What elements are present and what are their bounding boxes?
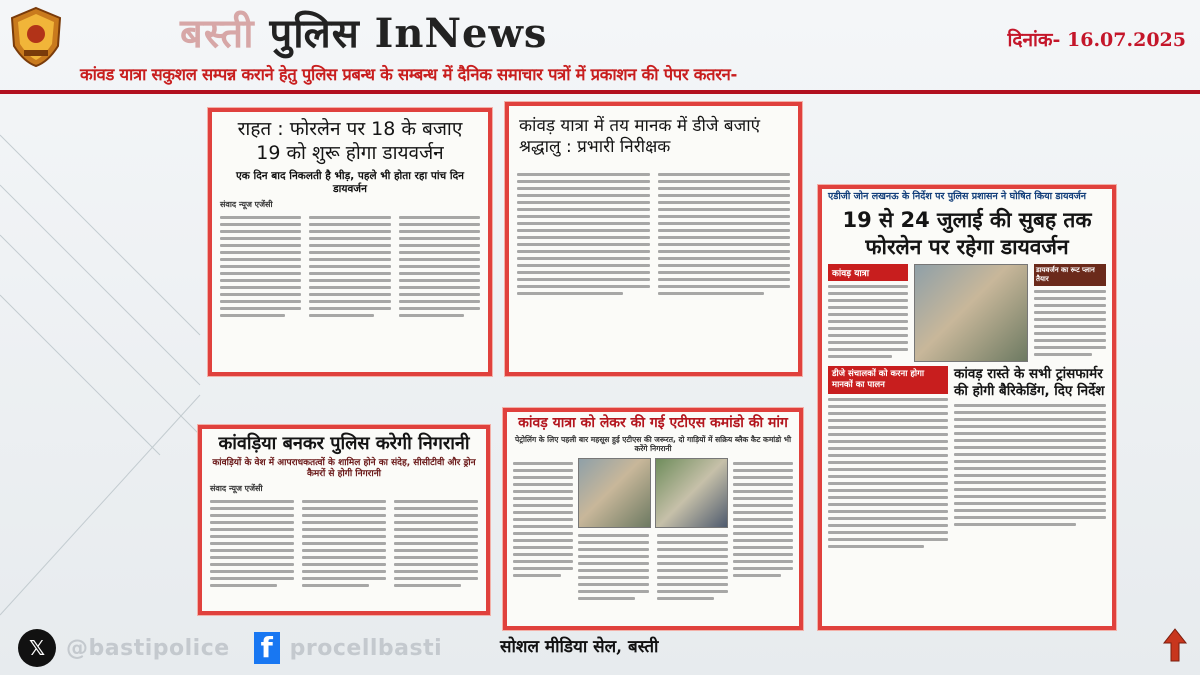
page-subtitle: कांवड यात्रा सकुशल सम्पन्न कराने हेतु पुलिस प्रबन्ध के सम्बन्ध में दैनिक समाचार पत्रों में प्रकाशन की पेपर कतरन-	[80, 65, 738, 84]
title-brand: पुलिस InNews	[269, 10, 548, 57]
clip-subheadline: पेट्रोलिंग के लिए पहली बार महसूस हुई एटीएस की जरूरत, दो गाड़ियों में सक्रिय ब्लैक कैट कमांडो भी करेंगे निगरानी	[514, 434, 792, 454]
news-clipping-dj-norms	[505, 102, 802, 376]
news-clipping-diversion-19	[208, 108, 492, 376]
news-clipping-ats-commando	[503, 408, 803, 630]
clip-headline: कांवड़िया बनकर पुलिस करेगी निगरानी	[218, 433, 470, 454]
clip-side-tag: डायवर्जन का रूट प्लान तैयार	[1034, 264, 1106, 286]
header	[0, 0, 1200, 95]
facebook-handle[interactable]: procellbasti	[289, 635, 443, 661]
clip-body	[212, 210, 488, 323]
clip-tag: कांवड़ यात्रा	[828, 264, 908, 281]
social-links	[18, 629, 442, 667]
clip-subheadline: कांवड़ियों के वेश में आपराधकतत्वों के शामिल होने का संदेह, सीसीटीवी और ड्रोन कैमरों से होगी निगरानी	[212, 457, 476, 480]
clip-secondary-headline: कांवड़ रास्ते के सभी ट्रांसफार्मर की होगी बैरिकेडिंग, दिए निर्देश	[954, 365, 1105, 399]
clip-subheadline: एक दिन बाद निकलती है भीड़, पहले भी होता रहा पांच दिन डायवर्जन	[235, 169, 465, 196]
up-arrow-icon[interactable]	[1162, 627, 1188, 663]
clip-body	[202, 494, 486, 593]
social-media-cell-label: सोशल मीडिया सेल, बस्ती	[500, 637, 659, 657]
page-title	[180, 4, 547, 59]
x-icon[interactable]: 𝕏	[18, 629, 56, 667]
clip-boxed-heading: डीजे संचालकों को करना होगा मानकों का पालन	[828, 366, 948, 394]
clip-headline: राहत : फोरलेन पर 18 के बजाए 19 को शुरू होगा डायवर्जन	[237, 118, 463, 164]
publication-date: दिनांक- 16.07.2025	[1007, 29, 1186, 51]
decorative-lines	[0, 95, 210, 675]
x-handle[interactable]: @bastipolice	[66, 635, 230, 661]
clip-photo	[914, 264, 1028, 362]
header-divider	[0, 90, 1200, 94]
title-city: बस्ती	[180, 10, 255, 57]
clip-headline: कांवड़ यात्रा को लेकर की गई एटीएस कमांडो की मांग	[518, 415, 788, 431]
news-clipping-police-as-kanwariya	[198, 425, 490, 615]
clip-byline: संवाद न्यूज एजेंसी	[220, 199, 273, 209]
news-clipping-diversion-19-24	[818, 185, 1116, 630]
clip-body	[509, 167, 798, 301]
clip-byline: संवाद न्यूज एजेंसी	[210, 483, 263, 493]
clip-headline: 19 से 24 जुलाई की सुबह तक फोरलेन पर रहेगा डायवर्जन	[842, 208, 1092, 259]
clip-photo	[655, 458, 728, 528]
clip-kicker: एडीजी जोन लखनऊ के निर्देश पर पुलिस प्रशासन ने घोषित किया डायवर्जन	[828, 191, 1087, 202]
clip-headline: कांवड़ यात्रा में तय मानक में डीजे बजाएं श्रद्धालु : प्रभारी निरीक्षक	[519, 116, 761, 158]
clip-photo	[578, 458, 651, 528]
up-police-emblem-icon	[8, 6, 64, 68]
facebook-icon[interactable]: f	[254, 632, 280, 664]
